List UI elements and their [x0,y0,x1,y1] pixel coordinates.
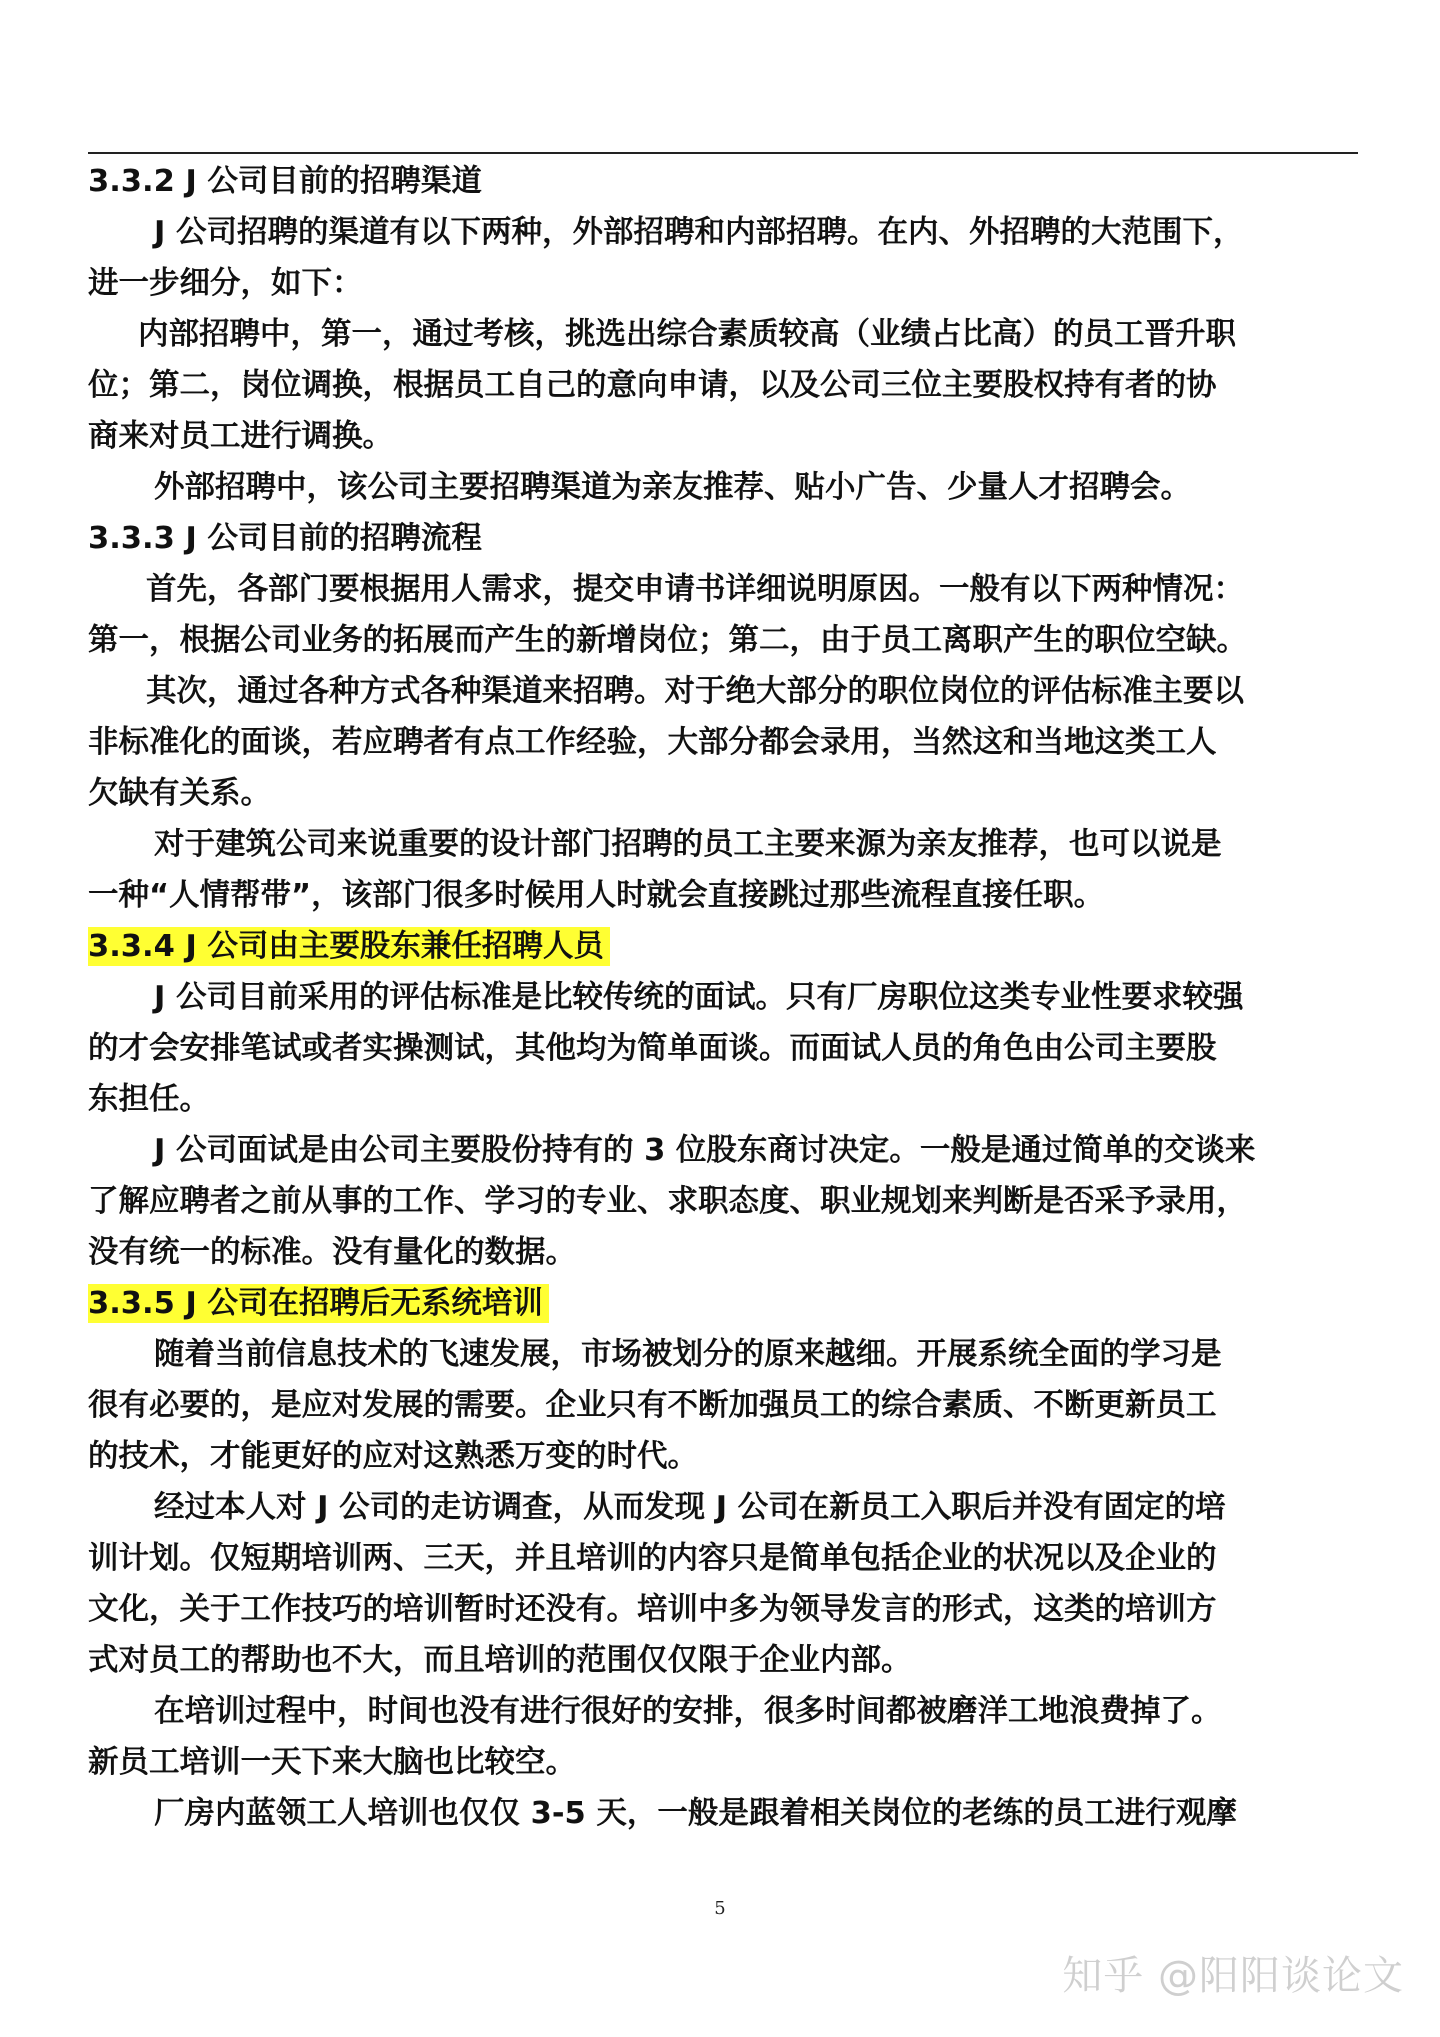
document-body [88,156,1358,1839]
paragraph-line: 随着当前信息技术的飞速发展，市场被划分的原来越细。开展系统全面的学习是 [154,1337,1222,1372]
paragraph-line: 新员工培训一天下来大脑也比较空。 [88,1745,576,1780]
paragraph-line: 了解应聘者之前从事的工作、学习的专业、求职态度、职业规划来判断是否采予录用， [88,1184,1247,1219]
paragraph-line: 外部招聘中，该公司主要招聘渠道为亲友推荐、贴小广告、少量人才招聘会。 [154,470,1191,505]
section-heading-highlighted: 3.3.4 J 公司由主要股东兼任招聘人员 [88,921,1358,972]
paragraph-line: 其次，通过各种方式各种渠道来招聘。对于绝大部分的职位岗位的评估标准主要以 [146,674,1244,709]
paragraph-line: 文化，关于工作技巧的培训暂时还没有。培训中多为领导发言的形式，这类的培训方 [88,1592,1217,1627]
section-heading: 3.3.3 J 公司目前的招聘流程 [88,521,482,556]
paragraph-line: 训计划。仅短期培训两、三天，并且培训的内容只是简单包括企业的状况以及企业的 [88,1541,1217,1576]
paragraph-line: J 公司目前采用的评估标准是比较传统的面试。只有厂房职位这类专业性要求较强 [154,980,1244,1015]
paragraph-line: 的技术，才能更好的应对这熟悉万变的时代。 [88,1439,698,1474]
paragraph-line: 内部招聘中，第一，通过考核，挑选出综合素质较高（业绩占比高）的员工晋升职 [138,317,1236,352]
paragraph-line: 商来对员工进行调换。 [88,419,393,454]
section-heading: 3.3.2 J 公司目前的招聘渠道 [88,164,482,199]
paragraph-line: 很有必要的，是应对发展的需要。企业只有不断加强员工的综合素质、不断更新员工 [88,1388,1217,1423]
paragraph-line: 对于建筑公司来说重要的设计部门招聘的员工主要来源为亲友推荐，也可以说是 [154,827,1222,862]
paragraph-line: 东担任。 [88,1082,210,1117]
paragraph-line: 没有统一的标准。没有量化的数据。 [88,1235,576,1270]
paragraph-line: 的才会安排笔试或者实操测试，其他均为简单面谈。而面试人员的角色由公司主要股 [88,1031,1217,1066]
paragraph-line: 首先，各部门要根据用人需求，提交申请书详细说明原因。一般有以下两种情况： [146,572,1244,607]
paragraph-line: 进一步细分，如下： [88,266,363,301]
paragraph-line: 欠缺有关系。 [88,776,271,811]
paragraph-line: J 公司面试是由公司主要股份持有的 3 位股东商讨决定。一般是通过简单的交谈来 [154,1133,1256,1168]
paragraph-line: J 公司招聘的渠道有以下两种，外部招聘和内部招聘。在内、外招聘的大范围下， [154,215,1244,250]
paragraph-line: 位；第二，岗位调换，根据员工自己的意向申请，以及公司三位主要股权持有者的协 [88,368,1217,403]
paragraph-line: 式对员工的帮助也不大，而且培训的范围仅仅限于企业内部。 [88,1643,912,1678]
paragraph-line: 第一，根据公司业务的拓展而产生的新增岗位；第二，由于员工离职产生的职位空缺。 [88,623,1247,658]
watermark: 知乎 @阳阳谈论文 [1062,1953,1404,1999]
paragraph-line: 非标准化的面谈，若应聘者有点工作经验，大部分都会录用，当然这和当地这类工人 [88,725,1217,760]
paragraph-line: 一种“人情帮带”，该部门很多时候用人时就会直接跳过那些流程直接任职。 [88,878,1105,913]
section-heading-highlighted: 3.3.5 J 公司在招聘后无系统培训 [88,1278,1358,1329]
header-rule [88,152,1358,154]
paragraph-line: 厂房内蓝领工人培训也仅仅 3-5 天，一般是跟着相关岗位的老练的员工进行观摩 [154,1796,1237,1831]
paragraph-line: 经过本人对 J 公司的走访调查，从而发现 J 公司在新员工入职后并没有固定的培 [154,1490,1226,1525]
paragraph-line: 在培训过程中，时间也没有进行很好的安排，很多时间都被磨洋工地浪费掉了。 [154,1694,1222,1729]
page-number: 5 [714,1898,726,1919]
